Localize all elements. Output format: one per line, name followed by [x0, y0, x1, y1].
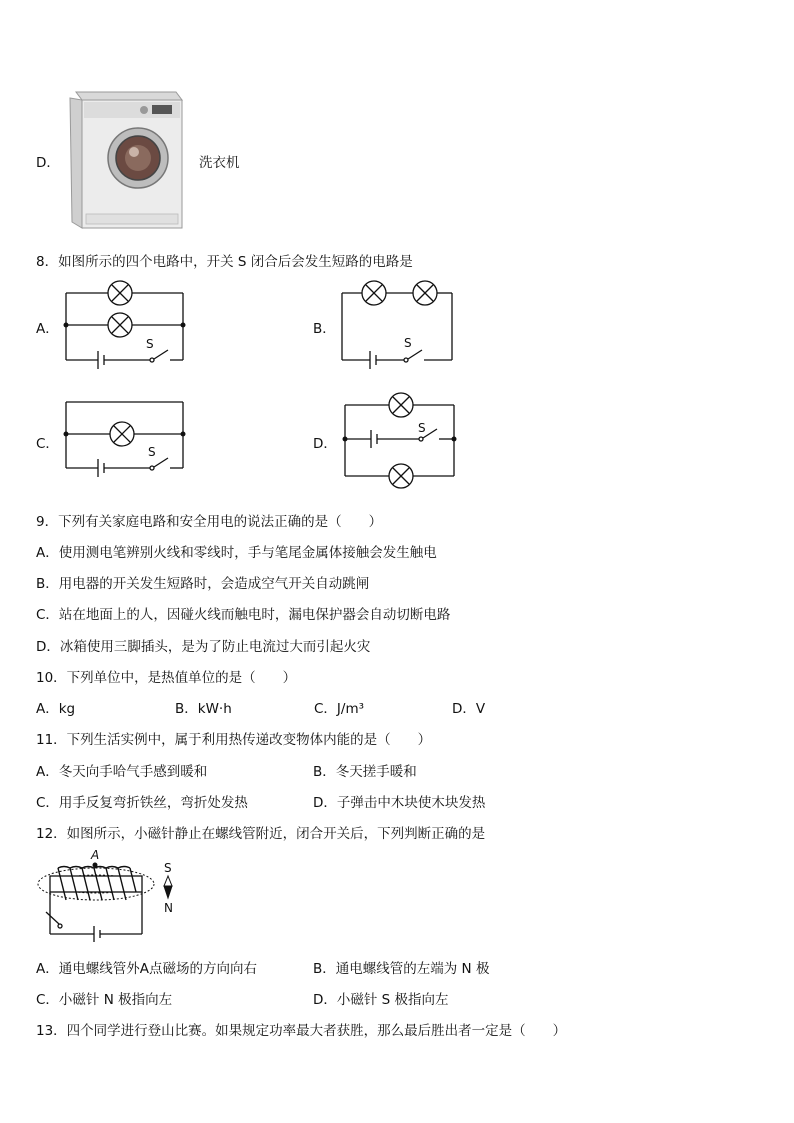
switch-label: S	[404, 336, 412, 350]
circuit-d	[338, 388, 463, 493]
q9-option-d: D．冰箱使用三脚插头，是为了防止电流过大而引起火灾	[36, 639, 371, 655]
q13-stem: 13．四个同学进行登山比赛。如果规定功率最大者获胜，那么最后胜出者一定是（ ）	[36, 1023, 567, 1039]
q9-option-a: A．使用测电笔辨别火线和零线时，手与笔尾金属体接触会发生触电	[36, 545, 437, 561]
switch-label: S	[148, 445, 156, 459]
q7-option-d-text: 洗衣机	[199, 155, 240, 171]
q8-option-b-label: B．	[313, 321, 336, 337]
q12-option-c: C．小磁针 N 极指向左	[36, 992, 173, 1008]
washing-machine-image	[64, 86, 184, 232]
circuit-a	[60, 278, 190, 373]
circuit-b	[335, 278, 460, 373]
q9-stem: 9．下列有关家庭电路和安全用电的说法正确的是（ ）	[36, 514, 383, 530]
q11-option-d: D．子弹击中木块使木块发热	[313, 795, 486, 811]
q10-option-b: B．kW·h	[175, 701, 232, 717]
solenoid-figure	[36, 846, 186, 946]
q10-option-d: D．V	[452, 701, 486, 717]
q10-option-a: A．kg	[36, 701, 76, 717]
switch-label: S	[418, 421, 426, 435]
point-a-label: A	[91, 848, 100, 862]
q11-stem: 11．下列生活实例中，属于利用热传递改变物体内能的是（ ）	[36, 732, 432, 748]
q11-option-b: B．冬天搓手暖和	[313, 764, 417, 780]
circuit-c	[60, 394, 190, 489]
q8-option-c-label: C．	[36, 436, 59, 452]
q12-option-d: D．小磁针 S 极指向左	[313, 992, 449, 1008]
switch-label: S	[146, 337, 154, 351]
q12-stem: 12．如图所示，小磁针静止在螺线管附近，闭合开关后，下列判断正确的是	[36, 826, 486, 842]
q8-option-d-label: D．	[313, 436, 337, 452]
q12-option-b: B．通电螺线管的左端为 N 极	[313, 961, 490, 977]
q9-option-c: C．站在地面上的人，因碰火线而触电时，漏电保护器会自动切断电路	[36, 607, 451, 623]
q8-stem: 8．如图所示的四个电路中，开关 S 闭合后会发生短路的电路是	[36, 254, 413, 270]
needle-top-label: S	[164, 861, 172, 875]
q7-option-d-label: D．	[36, 155, 60, 171]
needle-bottom-label: N	[164, 901, 173, 915]
q9-option-b: B．用电器的开关发生短路时，会造成空气开关自动跳闸	[36, 576, 370, 592]
q11-option-c: C．用手反复弯折铁丝，弯折处发热	[36, 795, 248, 811]
q11-option-a: A．冬天向手哈气手感到暖和	[36, 764, 208, 780]
q12-option-a: A．通电螺线管外A点磁场的方向向右	[36, 961, 257, 977]
q10-stem: 10．下列单位中，是热值单位的是（ ）	[36, 670, 297, 686]
q8-option-a-label: A．	[36, 321, 59, 337]
q10-option-c: C．J/m³	[314, 701, 365, 717]
